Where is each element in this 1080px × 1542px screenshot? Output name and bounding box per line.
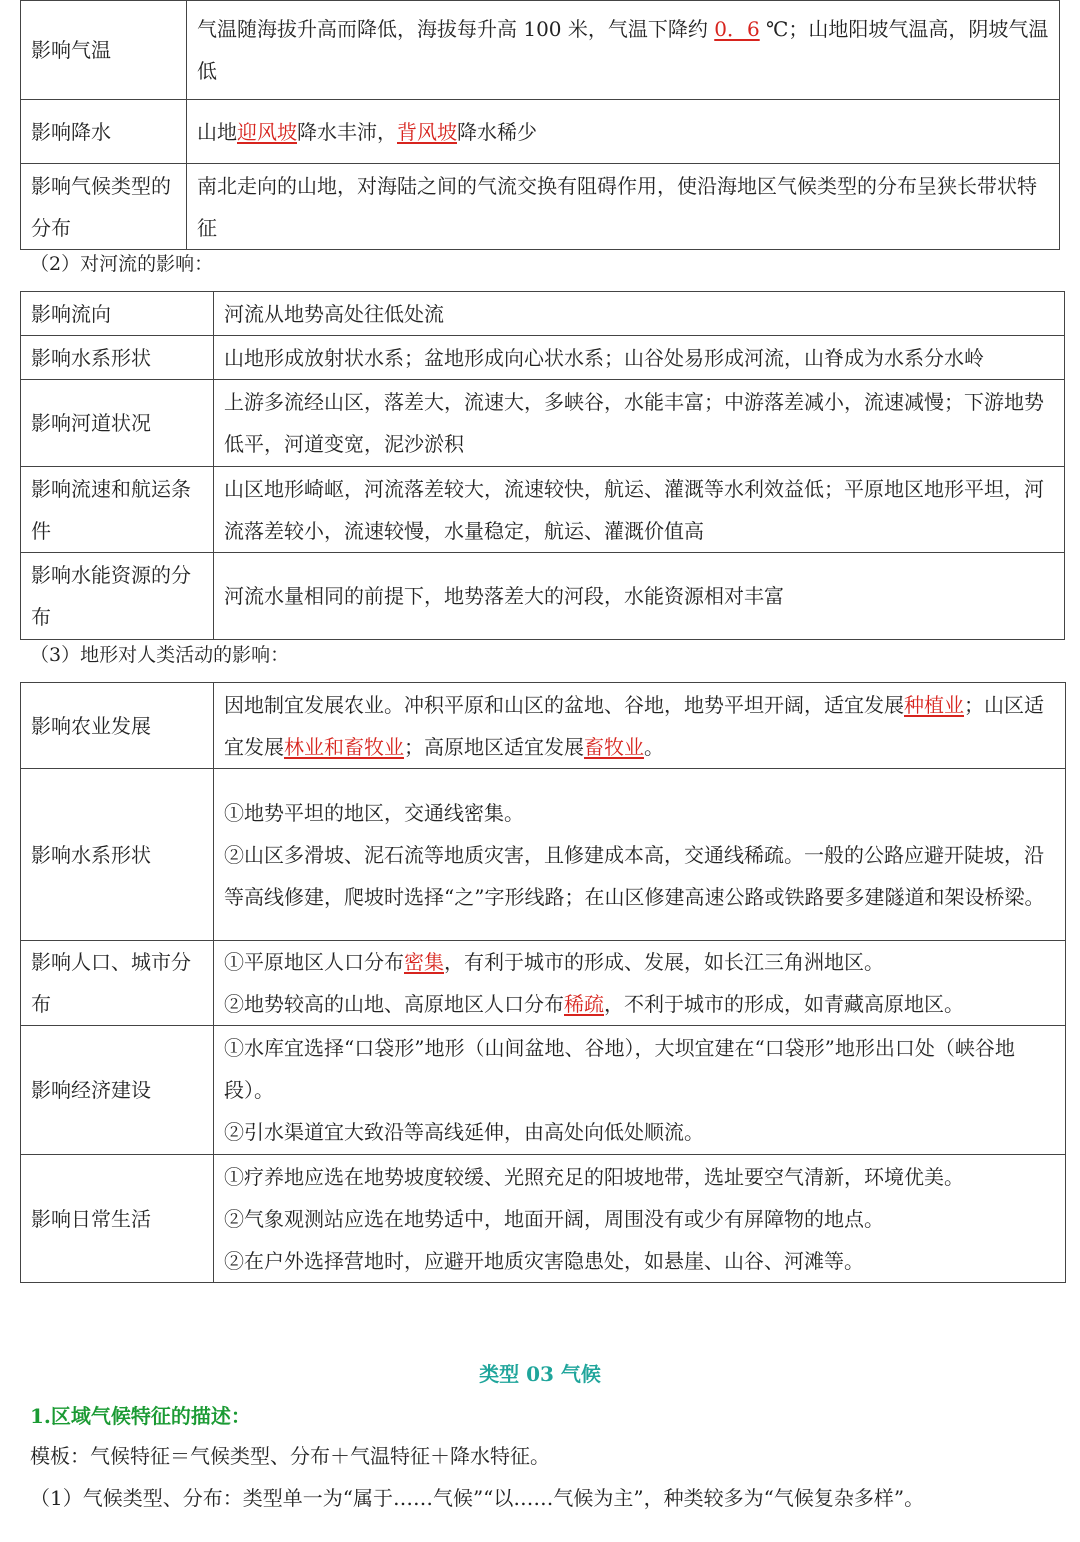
row-content: 山地迎风坡降水丰沛，背风坡降水稀少 [187,100,1060,164]
row-label: 影响流速和航运条件 [21,467,214,553]
row-content: ①水库宜选择“口袋形”地形（山间盆地、谷地），大坝宜建在“口袋形”地形出口处（峡谷地段）。 ②引水渠道宜大致沿等高线延伸，由高处向低处顺流。 [214,1026,1066,1155]
table-row [21,1,1060,100]
row-label: 影响降水 [21,100,187,164]
table-row [21,683,1066,769]
answer-blank: 迎风坡 [237,119,297,144]
row-content: ①疗养地应选在地势坡度较缓、光照充足的阳坡地带，选址要空气清新，环境优美。 ②气象观测站应选在地势适中，地面开阔，周围没有或少有屏障物的地点。 ②在户外选择营地时，应避开地质灾害隐患处，如悬崖、山谷、河滩等。 [214,1155,1066,1283]
table-row [21,164,1060,250]
table-row [21,769,1066,941]
climate-type-line: （1）气候类型、分布：类型单一为“属于……气候”“以……气候为主”，种类较多为“气候复杂多样”。 [30,1486,925,1510]
table-row [21,1026,1066,1155]
row-label: 影响农业发展 [21,683,214,769]
row-label: 影响气候类型的分布 [21,164,187,250]
row-content: 南北走向的山地，对海陆之间的气流交换有阻碍作用，使沿海地区气候类型的分布呈狭长带状特征 [187,164,1060,250]
row-content: ①平原地区人口分布密集，有利于城市的形成、发展，如长江三角洲地区。 ②地势较高的山地、高原地区人口分布稀疏，不利于城市的形成，如青藏高原地区。 [214,941,1066,1026]
row-label: 影响人口、城市分布 [21,941,214,1026]
answer-blank: 密集 [404,950,444,974]
section-title: 类型 03 气候 [479,1362,601,1386]
subheading-human-activity: （3）地形对人类活动的影响： [30,644,290,666]
row-label: 影响河道状况 [21,380,214,467]
row-content: 山区地形崎岖，河流落差较大，流速较快，航运、灌溉等水利效益低；平原地区地形平坦，河流落差较小，流速较慢，水量稳定，航运、灌溉价值高 [214,467,1065,553]
answer-blank: 背风坡 [397,119,457,144]
river-influence-table [20,291,1065,640]
table-row [21,941,1066,1026]
row-label: 影响经济建设 [21,1026,214,1155]
row-content: 山地形成放射状水系；盆地形成向心状水系；山谷处易形成河流，山脊成为水系分水岭 [214,336,1065,380]
row-content: 因地制宜发展农业。冲积平原和山区的盆地、谷地，地势平坦开阔，适宜发展种植业；山区适宜发展林业和畜牧业；高原地区适宜发展畜牧业。 [214,683,1066,769]
human-activity-table [20,682,1066,1283]
table-row [21,467,1065,553]
row-content: 上游多流经山区，落差大，流速大，多峡谷，水能丰富；中游落差减小，流速减慢；下游地势低平，河道变宽，泥沙淤积 [214,380,1065,467]
row-content: 河流水量相同的前提下，地势落差大的河段，水能资源相对丰富 [214,553,1065,640]
row-label: 影响气温 [21,1,187,100]
answer-blank: 畜牧业 [584,734,644,759]
section-heading: 1.区域气候特征的描述： [30,1404,251,1428]
answer-blank: 稀疏 [564,992,604,1016]
row-label: 影响水系形状 [21,769,214,941]
table-row [21,100,1060,164]
answer-blank: 0．6 [714,17,760,41]
row-label: 影响流向 [21,292,214,336]
table-row [21,292,1065,336]
row-content: ①地势平坦的地区，交通线密集。 ②山区多滑坡、泥石流等地质灾害，且修建成本高，交通线稀疏。一般的公路应避开陡坡，沿等高线修建，爬坡时选择“之”字形线路；在山区修建高速公路或铁路要多建隧道和架设桥梁。 [214,769,1066,941]
answer-blank: 种植业 [904,692,964,717]
row-label: 影响水系形状 [21,336,214,380]
row-content: 气温随海拔升高而降低，海拔每升高 100 米，气温下降约 0．6 ℃；山地阳坡气温高，阴坡气温低 [187,1,1060,100]
table-row [21,336,1065,380]
subheading-rivers: （2）对河流的影响： [30,253,214,275]
table-row [21,380,1065,467]
template-line: 模板：气候特征＝气候类型、分布＋气温特征＋降水特征。 [30,1444,550,1468]
climate-influence-table [20,0,1060,250]
row-content: 河流从地势高处往低处流 [214,292,1065,336]
answer-blank: 林业和畜牧业 [284,734,404,759]
row-label: 影响水能资源的分布 [21,553,214,640]
table-row [21,1155,1066,1283]
row-label: 影响日常生活 [21,1155,214,1283]
table-row [21,553,1065,640]
